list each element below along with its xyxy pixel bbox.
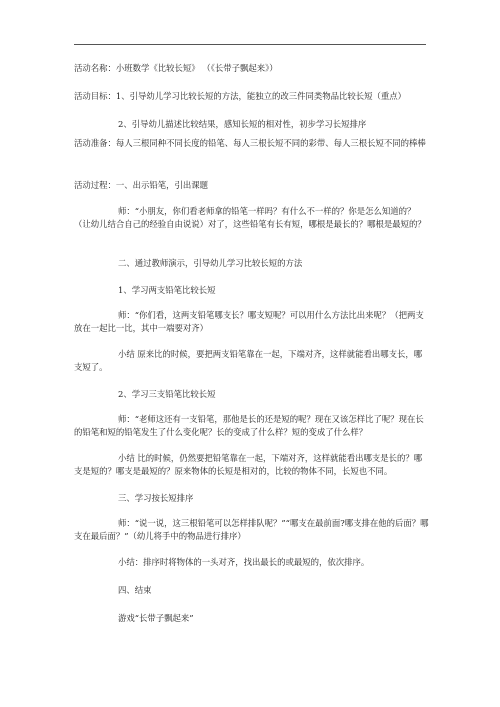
section-4-heading: 四、结束 [118,585,152,595]
teacher-question-3: 师：“老师这还有一支铅笔，那他是长的还是短的呢？现在又该怎样比了呢？现在长的铅笔和短的铅笔发生了什么变化呢？长的变成了什么样？短的变成了什么样？ [74,414,424,437]
summary-1: 小结 原来比的时候，要把两支铅笔靠在一起，下端对齐，这样就能看出哪支长，哪支短了。 [74,349,423,372]
summary-2: 小结 比的时候，仍然要把铅笔靠在一起，下端对齐，这样就能看出哪支是长的？哪支是短的？哪支是最短的？原来物体的长短是相对的，比较的物体不同，长短也不同。 [74,453,423,476]
header-rule [74,44,426,45]
teacher-question-1: 师：“小朋友，你们看老师拿的铅笔一样吗？有什么不一样的？你是怎么知道的？（让幼儿结合自己的经验自由说说）对了，这些铅笔有长有短，哪根是最长的？哪根是最短的？ [74,206,426,229]
step-1-heading: 1、学习两支铅笔比较长短 [118,285,216,295]
teacher-question-2: 师：“你们看，这两支铅笔哪支长？哪支短呢？可以用什么方法比出来呢？（把两支放在一起比一比，其中一端要对齐） [74,310,424,333]
activity-name: 活动名称：小班数学《比较长短》 （《长带子飘起来》） [74,63,278,73]
teacher-question-4: 师：“说一说，这三根铅笔可以怎样排队呢？”“哪支在最前面?哪支排在他的后面？哪支在最后面？”（幼儿将手中的物品进行排序） [74,518,429,541]
process-title: 活动过程：一、出示铅笔，引出课题 [74,180,208,190]
activity-goal-2: 2、引导幼儿描述比较结果，感知长短的相对性，初步学习长短排序 [118,119,367,129]
game-title: 游戏“长带子飘起来” [118,613,194,623]
summary-3: 小结：排序时将物体的一头对齐，找出最长的或最短的，依次排序。 [118,557,370,567]
section-2-heading: 二、通过教师演示，引导幼儿学习比较长短的方法 [118,258,303,268]
section-3-heading: 三、学习按长短排序 [118,493,194,503]
step-2-heading: 2、学习三支铅笔比较长短 [118,389,216,399]
activity-goal-1: 活动目标：1、引导幼儿学习比较长短的方法，能独立的改三件同类物品比较长短（重点） [74,91,406,101]
activity-preparation: 活动准备：每人三根同种不同长度的铅笔、每人三根长短不同的彩带、每人三根长短不同的棒棒 [74,138,426,148]
